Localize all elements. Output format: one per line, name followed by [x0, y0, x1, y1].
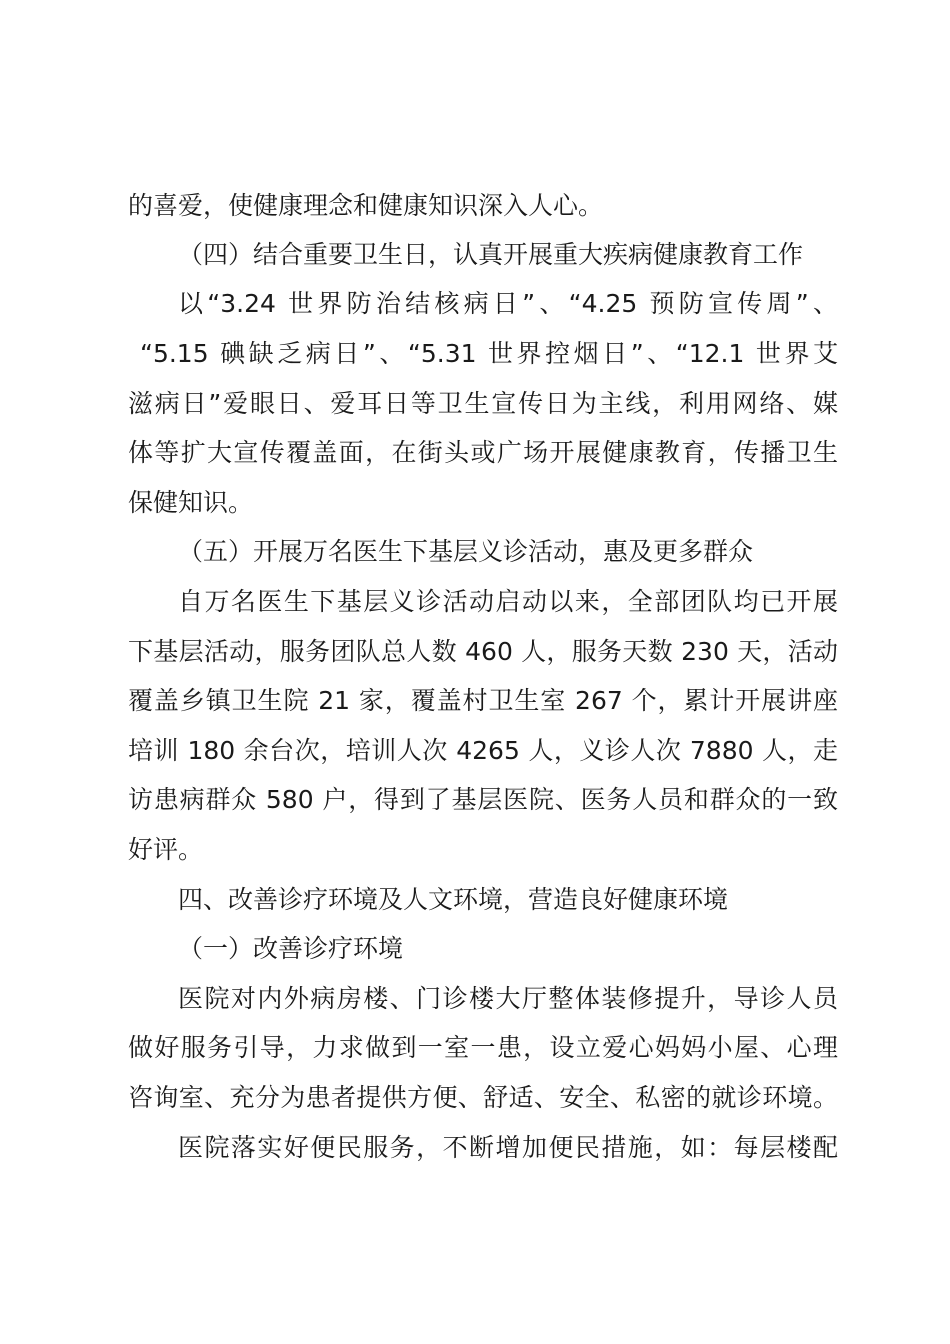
paragraph-line: 覆盖乡镇卫生院 21 家，覆盖村卫生室 267 个，累计开展讲座 — [128, 686, 838, 715]
paragraph-line: 好评。 — [128, 835, 204, 864]
section-heading: （五）开展万名医生下基层义诊活动，惠及更多群众 — [178, 537, 754, 566]
section-heading: （一）改善诊疗环境 — [178, 934, 404, 963]
paragraph-line: 培训 180 余台次，培训人次 4265 人，义诊人次 7880 人，走 — [128, 736, 838, 765]
paragraph-line: 自万名医生下基层义诊活动启动以来，全部团队均已开展 — [178, 587, 838, 616]
paragraph-line: 以“3.24 世界防治结核病日”、“4.25 预防宣传周”、 — [178, 289, 838, 318]
paragraph-line: 的喜爱，使健康理念和健康知识深入人心。 — [128, 191, 604, 220]
paragraph-line: 体等扩大宣传覆盖面，在街头或广场开展健康教育，传播卫生 — [128, 438, 838, 467]
paragraph-line: 咨询室、充分为患者提供方便、舒适、安全、私密的就诊环境。 — [128, 1083, 838, 1112]
paragraph-line: “5.15 碘缺乏病日”、“5.31 世界控烟日”、“12.1 世界艾 — [140, 339, 838, 368]
paragraph-line: 做好服务引导，力求做到一室一患，设立爱心妈妈小屋、心理 — [128, 1033, 838, 1062]
paragraph-line: 医院对内外病房楼、门诊楼大厅整体装修提升，导诊人员 — [178, 984, 838, 1013]
paragraph-line: 访患病群众 580 户，得到了基层医院、医务人员和群众的一致 — [128, 785, 838, 814]
paragraph-line: 滋病日”爱眼日、爱耳日等卫生宣传日为主线，利用网络、媒 — [128, 389, 838, 418]
section-heading: （四）结合重要卫生日，认真开展重大疾病健康教育工作 — [178, 240, 804, 269]
paragraph-line: 下基层活动，服务团队总人数 460 人，服务天数 230 天，活动 — [128, 637, 838, 666]
paragraph-line: 医院落实好便民服务，不断增加便民措施，如：每层楼配 — [178, 1133, 838, 1162]
section-heading: 四、改善诊疗环境及人文环境，营造良好健康环境 — [178, 885, 729, 914]
paragraph-line: 保健知识。 — [128, 488, 254, 517]
